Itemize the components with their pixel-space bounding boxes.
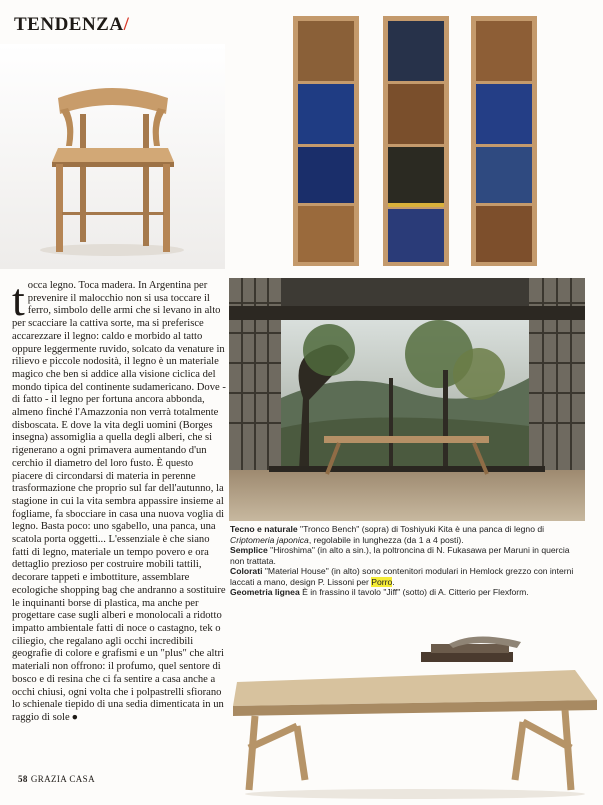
article-text: occa legno. Toca madera. In Argentina per prevenire il malocchio non si usa toccare il ferro, simbolo delle armi che si levano in alto per scacciare la cattiva sorte, ma si preferisce accarezzare il legno: caldo e morbido al tatto oppure leggermente ruvido, solcato da venature in rilievo e piccole nodosità, il legno è un materiale magico che ben si addice alla visione ciclica del mondo tipica del continente sudamericano. Dove - di fatto - il legno per fortuna ancora abbonda, almeno finché l'Amazzonia non verrà totalmente disboscata. E dove la vita degli uomini (Borges insegna) assomiglia a quella degli alberi, che si rigenerano a ogni primavera aumentando d'un cerchio il diametro del loro fusto. È questo piacere di circondarsi di materia in perenne trasformazione che proprio sul far dell'autunno, la stagione in cui la vita sembra appassire insieme al fogliame, fa sbocciare in casa una nuova voglia di legno. Basta poco: uno sgabello, una panca, una scatola porta oggetti... L'essenziale è che siano fatti di legno, materiale un tempo povero e ora dettaglio prezioso per costruire mobili tattili, decorare tappeti e imbottiture, assemblare ecologiche shopping bag che andranno a sostituire le inquinanti borse di plastica, ma anche per progettare case sugli alberi e monolocali a ridotto impatto ambientale fatti di noce o castagno, tek o ciliegio, che regalano agli occhi incredibili geografie di colore e grafismi e un "plus" che altri materiali non offrono: il profumo, quel sentore di bosco e di resina che ci fa sentire a casa anche a occhi chiusi, ogni volta che i polpastrelli sfiorano lo schienale tiepido di una sedia dimenticata in un raggio di sole [12, 280, 226, 723]
chair-illustration [0, 44, 225, 269]
page-footer [18, 774, 95, 784]
magazine-name: GRAZIA CASA [30, 774, 95, 784]
end-mark: ● [71, 711, 79, 723]
table-photo [225, 630, 603, 800]
drop-cap: t [12, 274, 25, 325]
section-title [14, 14, 129, 36]
shelf-unit-1 [293, 16, 359, 266]
shelf-unit-3 [471, 16, 537, 266]
highlighted-brand: Porro [371, 576, 393, 587]
caption-tronco-bench: Tecno e naturale "Tronco Bench" (sopra) di Toshiyuki Kita è una panca di legno di Criptomeria japonica, regolabile in lunghezza (da 1 a 4 posti). [230, 524, 545, 545]
section-slash: / [123, 14, 130, 35]
photo-caption [230, 524, 585, 598]
table-illustration [225, 630, 603, 800]
article-body [12, 274, 226, 725]
room-illustration [229, 278, 585, 521]
shelves-photo [285, 14, 590, 269]
caption-jiff: Geometria lignea È in frassino il tavolo "Jiff" (sotto) di A. Citterio per Flexform. [230, 587, 529, 597]
shelf-unit-2 [383, 16, 449, 266]
page-number: 58 [18, 774, 28, 784]
caption-material-house: Colorati "Material House" (in alto) sono contenitori modulari in Hemlock grezzo con interni laccati a mano, design P. Lissoni per Porro. [230, 566, 574, 587]
chair-photo [0, 44, 225, 269]
caption-hiroshima: Semplice "Hiroshima" (in alto a sin.), la poltroncina di N. Fukasawa per Maruni in quercia non trattata. [230, 545, 570, 566]
shelves-illustration [285, 14, 590, 269]
section-label: TENDENZA [14, 14, 124, 35]
bench-room-photo [229, 278, 585, 521]
